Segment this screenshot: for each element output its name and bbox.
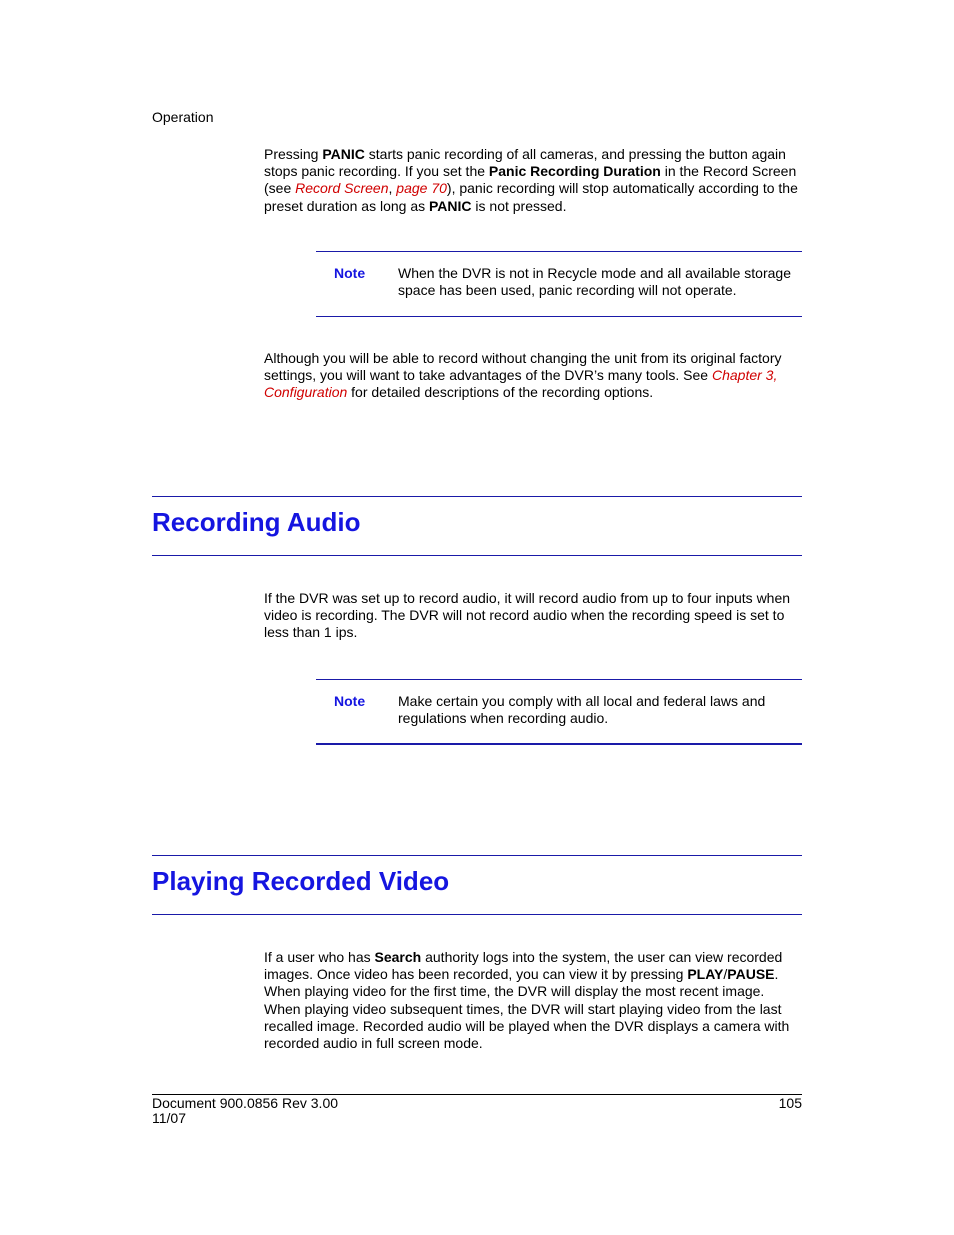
section-bottom-rule xyxy=(152,914,802,915)
section-bottom-rule xyxy=(152,555,802,556)
bold-term: Search xyxy=(374,949,422,965)
page-number: 105 xyxy=(778,1095,802,1111)
page-70-link[interactable]: page 70 xyxy=(396,180,447,197)
text-span: Pressing xyxy=(264,146,323,162)
text-span: starts panic recording of all cameras, and pressing the button again stops panic recording. If you set the xyxy=(264,146,786,180)
text-span: Although you will be able to record without changing the unit from its original factory settings, you will want to take advantages of the DVR’s many tools. See xyxy=(264,350,782,384)
note-bottom-rule xyxy=(316,743,802,745)
playing-video-paragraph xyxy=(264,949,804,1052)
bold-term: PLAY xyxy=(687,966,724,983)
footer-date: 11/07 xyxy=(152,1110,186,1126)
text-span: authority logs into the system, the user can view recorded images. Once video has been recorded, you can view it by pressing xyxy=(264,949,783,983)
note-label: Note xyxy=(334,265,366,281)
note-top-rule xyxy=(316,251,802,252)
bold-term: PANIC xyxy=(322,146,365,162)
text-span: ), panic recording will stop automatically according to the preset duration as long as xyxy=(264,180,798,214)
section-heading-recording-audio: Recording Audio xyxy=(152,507,361,537)
text-span: , xyxy=(388,180,397,197)
running-header: Operation xyxy=(152,109,214,125)
recording-audio-paragraph: If the DVR was set up to record audio, it will record audio from up to four inputs when video is recording. The DVR will not record audio when the recording speed is set to less than 1 ips. xyxy=(264,590,791,641)
note-top-rule xyxy=(316,679,802,680)
note-label: Note xyxy=(334,693,366,709)
chapter-3-link[interactable]: Chapter 3, Configuration xyxy=(264,367,778,401)
bold-term: PAUSE xyxy=(727,966,775,983)
footer-document-number: Document 900.0856 Rev 3.00 xyxy=(152,1095,339,1111)
section-top-rule xyxy=(152,855,802,856)
bold-term: PANIC xyxy=(429,197,472,214)
text-span: / xyxy=(723,966,728,983)
text-span: in the Record Screen (see xyxy=(264,163,797,197)
note-bottom-rule xyxy=(316,316,802,317)
bold-term: Panic Recording Duration xyxy=(488,163,661,180)
text-span: for detailed descriptions of the recording options. xyxy=(347,384,654,401)
text-span: is not pressed. xyxy=(471,197,567,214)
note-text: Make certain you comply with all local and federal laws and regulations when recording audio. xyxy=(398,693,766,727)
factory-settings-paragraph xyxy=(264,350,804,402)
text-span: If a user who has xyxy=(264,949,375,965)
section-top-rule xyxy=(152,496,802,497)
record-screen-link[interactable]: Record Screen xyxy=(295,180,389,197)
panic-paragraph xyxy=(264,146,804,215)
note-text: When the DVR is not in Recycle mode and all available storage space has been used, panic recording will not operate. xyxy=(398,265,791,299)
text-span: . When playing video for the first time, the DVR will display the most recent image. When playing video subsequent times, the DVR will start playing video from the last recalled image. Recorded audio will be played when the DVR displays a camera with recorded audio in full screen mode. xyxy=(264,966,790,1052)
section-heading-playing-recorded-video: Playing Recorded Video xyxy=(152,866,450,896)
